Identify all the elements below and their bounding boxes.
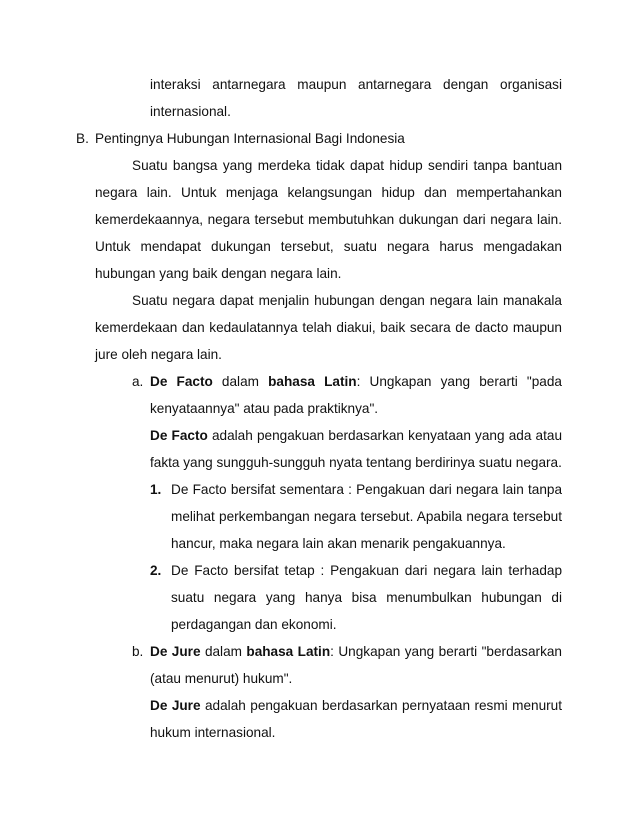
sublist-line: De Facto bersifat sementara : Pengakuan dari negara lain tanpa <box>171 482 562 497</box>
section-heading: Pentingnya Hubungan Internasional Bagi Indonesia <box>95 131 405 146</box>
term-bold: De Jure <box>150 644 201 659</box>
sublist-line: De Facto bersifat tetap : Pengakuan dari negara lain terhadap <box>171 563 562 578</box>
list-item-line: De Facto dalam bahasa Latin: Ungkapan yang berarti "pada <box>150 374 562 389</box>
definition-line: fakta yang sungguh-sungguh nyata tentang berdirinya suatu negara. <box>150 455 562 470</box>
term-bold: bahasa Latin <box>246 644 331 659</box>
list-marker: a. <box>132 374 144 389</box>
list-marker: b. <box>132 644 144 659</box>
list-item-line: De Jure dalam bahasa Latin: Ungkapan yang berarti "berdasarkan <box>150 644 562 659</box>
intro-line: interaksi antarnegara maupun antarnegara dengan organisasi <box>150 77 562 92</box>
term-bold: bahasa Latin <box>268 374 357 389</box>
definition-line: hukum internasional. <box>150 725 276 740</box>
paragraph-line: kemerdekaan dan kedaulatannya telah diakui, baik secara de dacto maupun <box>95 320 562 335</box>
paragraph-line: Suatu negara dapat menjalin hubungan dengan negara lain manakala <box>132 293 562 308</box>
term-bold: De Jure <box>150 698 201 713</box>
paragraph-line: hubungan yang baik dengan negara lain. <box>95 266 342 281</box>
term-bold: De Facto <box>150 374 213 389</box>
list-item-line: (atau menurut) hukum". <box>150 671 293 686</box>
definition-line: De Facto adalah pengakuan berdasarkan kenyataan yang ada atau <box>150 428 562 443</box>
sublist-marker: 2. <box>150 563 162 578</box>
paragraph-line: jure oleh negara lain. <box>95 347 222 362</box>
definition-line: De Jure adalah pengakuan berdasarkan pernyataan resmi menurut <box>150 698 562 713</box>
paragraph-line: negara lain. Untuk menjaga kelangsungan hidup dan mempertahankan <box>95 185 562 200</box>
sublist-line: suatu negara yang hanya bisa menumbulkan hubungan di <box>171 590 562 605</box>
sublist-line: hancur, maka negara lain akan menarik pengakuannya. <box>171 536 506 551</box>
intro-line: internasional. <box>150 104 231 119</box>
list-item-line: kenyataannya" atau pada praktiknya". <box>150 401 379 416</box>
sublist-marker: 1. <box>150 482 162 497</box>
paragraph-line: kemerdekaannya, negara tersebut membutuhkan dukungan dari negara lain. <box>95 212 562 227</box>
sublist-line: melihat perkembangan negara tersebut. Apabila negara tersebut <box>171 509 562 524</box>
paragraph-line: Untuk mendapat dukungan tersebut, suatu negara harus mengadakan <box>95 239 562 254</box>
paragraph-line: Suatu bangsa yang merdeka tidak dapat hidup sendiri tanpa bantuan <box>132 158 562 173</box>
section-marker: B. <box>76 131 89 146</box>
sublist-line: perdagangan dan ekonomi. <box>171 617 337 632</box>
term-bold: De Facto <box>150 428 208 443</box>
